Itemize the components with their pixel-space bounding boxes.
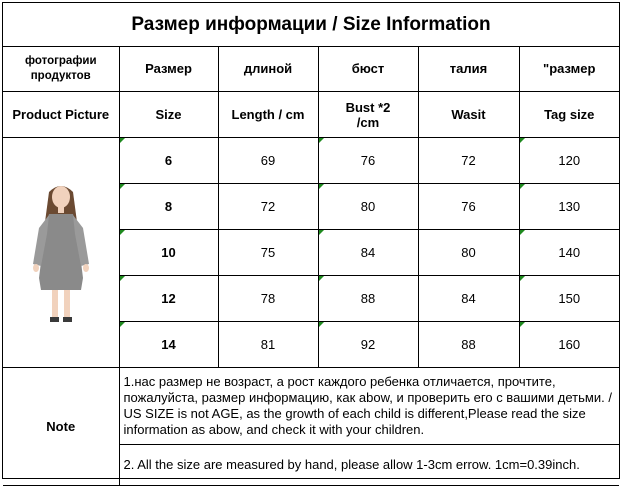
header-ru-length: длиной	[218, 46, 318, 92]
header-en-length: Length / cm	[218, 92, 318, 138]
row-size: 12	[119, 276, 218, 322]
size-table	[3, 46, 619, 486]
row-length: 81	[218, 322, 318, 368]
table-row	[3, 138, 619, 184]
row-waist: 88	[418, 322, 519, 368]
row-waist: 84	[418, 276, 519, 322]
row-waist: 72	[418, 138, 519, 184]
size-chart	[2, 2, 620, 479]
row-size: 8	[119, 184, 218, 230]
row-length: 72	[218, 184, 318, 230]
header-ru-tag-size: "размер	[519, 46, 619, 92]
row-bust: 92	[318, 322, 418, 368]
row-size: 10	[119, 230, 218, 276]
row-waist: 76	[418, 184, 519, 230]
row-length: 78	[218, 276, 318, 322]
header-en-bust: Bust *2 /cm	[318, 92, 418, 138]
row-tag: 150	[519, 276, 619, 322]
row-tag: 160	[519, 322, 619, 368]
row-bust: 76	[318, 138, 418, 184]
chart-title: Размер информации / Size Information	[3, 3, 619, 47]
header-ru-size: Размер	[119, 46, 218, 92]
header-en-product-picture: Product Picture	[3, 92, 119, 138]
header-en-size: Size	[119, 92, 218, 138]
note-row-1	[3, 368, 619, 445]
row-bust: 88	[318, 276, 418, 322]
header-row-russian	[3, 46, 619, 92]
header-en-waist: Wasit	[418, 92, 519, 138]
row-tag: 130	[519, 184, 619, 230]
girl-dress-photo	[25, 178, 97, 328]
row-bust: 80	[318, 184, 418, 230]
header-row-english	[3, 92, 619, 138]
header-ru-product-picture: фотографии продуктов	[3, 46, 119, 92]
header-ru-bust: бюст	[318, 46, 418, 92]
note-text-2: 2. All the size are measured by hand, please allow 1-3cm errow. 1cm=0.39inch.	[119, 445, 619, 486]
row-waist: 80	[418, 230, 519, 276]
header-ru-waist: талия	[418, 46, 519, 92]
row-tag: 140	[519, 230, 619, 276]
row-length: 75	[218, 230, 318, 276]
row-bust: 84	[318, 230, 418, 276]
row-tag: 120	[519, 138, 619, 184]
product-photo-cell	[3, 138, 119, 368]
row-length: 69	[218, 138, 318, 184]
note-text-1: 1.нас размер не возраст, а рост каждого ребенка отличается, прочтите, пожалуйста, размер информацию, как abow, и проверить его с вашими детьми. / US SIZE is not AGE, as the growth of each child is different,Please read the size information as abow, and check it with your children.	[119, 368, 619, 445]
row-size: 14	[119, 322, 218, 368]
header-en-tag-size: Tag size	[519, 92, 619, 138]
row-size: 6	[119, 138, 218, 184]
note-label: Note	[3, 368, 119, 486]
